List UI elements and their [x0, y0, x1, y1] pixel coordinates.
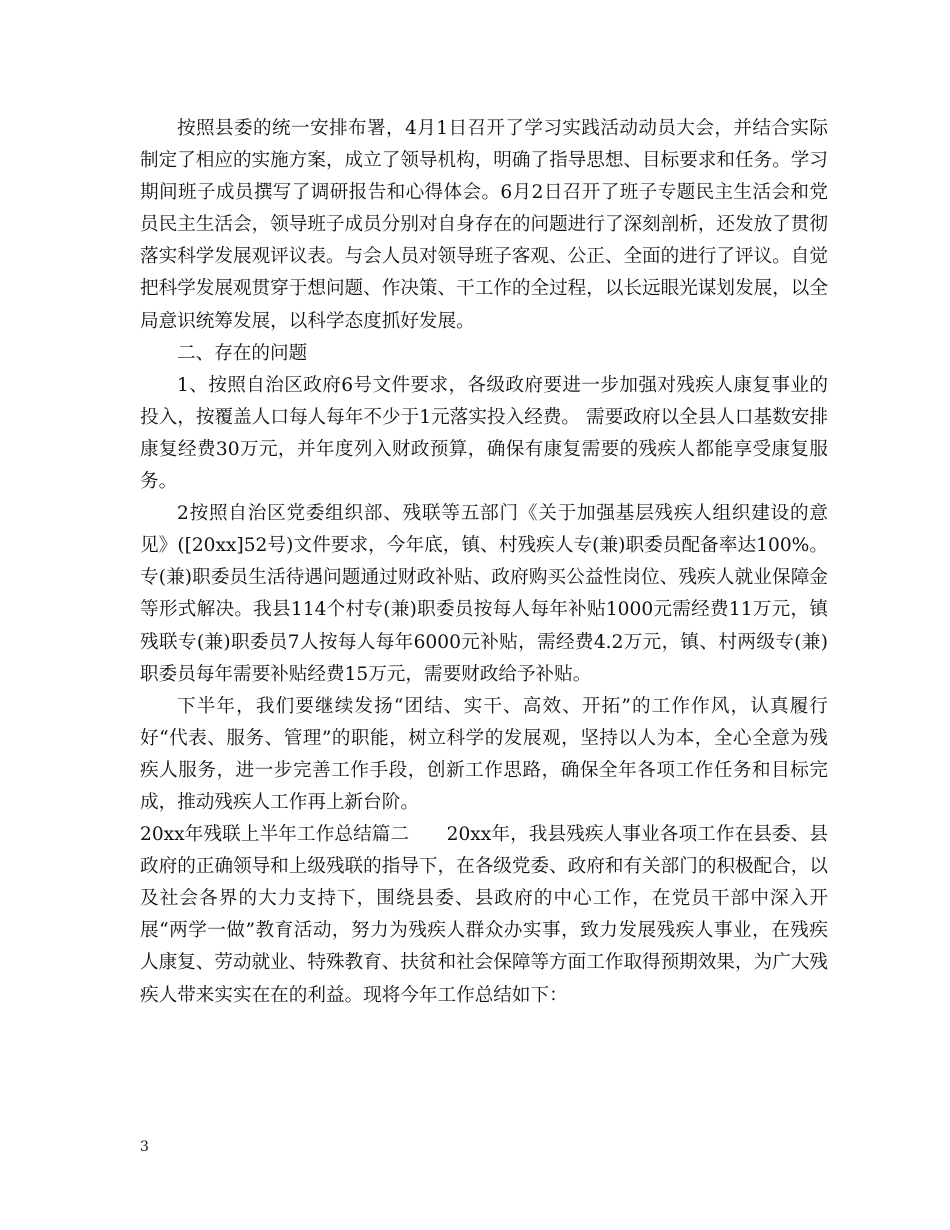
- page-number: 3: [140, 1139, 149, 1155]
- paragraph-second-half-plan: 下半年，我们要继续发扬“团结、实干、高效、开拓”的工作作风，认真履行好“代表、服务、管理”的职能，树立科学的发展观，坚持以人为本，全心全意为残疾人服务，进一步完善工作手段，创新工作思路，确保全年各项工作任务和目标完成，推动残疾人工作再上新台阶。: [140, 695, 828, 813]
- section-heading-problems: 二、存在的问题: [177, 342, 308, 364]
- paragraph-problem-2: 2按照自治区党委组织部、残联等五部门《关于加强基层残疾人组织建设的意见》([20xx]52号)文件要求，今年底，镇、村残疾人专(兼)职委员配备率达100%。专(兼)职委员生活待遇问题通过财政补贴、政府购买公益性岗位、残疾人就业保障金等形式解决。我县114个村专(兼)职委员按每人每年补贴1000元需经费11万元，镇残联专(兼)职委员7人按每人每年6000元补贴，需经费4.2万元，镇、村两级专(兼)职委员每年需要补贴经费15万元，需要财政给予补贴。: [140, 503, 828, 685]
- paragraph-article-two: 20xx年残联上半年工作总结篇二 20xx年，我县残疾人事业各项工作在县委、县政府的正确领导和上级残联的指导下，在各级党委、政府和有关部门的积极配合，以及社会各界的大力支持下，围绕县委、县政府的中心工作，在党员干部中深入开展“两学一做”教育活动，努力为残疾人群众办实事，致力发展残疾人事业，在残疾人康复、劳动就业、特殊教育、扶贫和社会保障等方面工作取得预期效果，为广大残疾人带来实实在在的利益。现将今年工作总结如下：: [140, 824, 828, 1006]
- paragraph-problem-1: 1、按照自治区政府6号文件要求，各级政府要进一步加强对残疾人康复事业的投入，按覆盖人口每人每年不少于1元落实投入经费。 需要政府以全县人口基数安排康复经费30万元，并年度列入财政预算，确保有康复需要的残疾人都能享受康复服务。: [140, 374, 828, 493]
- document-body: [140, 113, 828, 1012]
- paragraph-study-practice: 按照县委的统一安排布署，4月1日召开了学习实践活动动员大会，并结合实际制定了相应的实施方案，成立了领导机构，明确了指导思想、目标要求和任务。学习期间班子成员撰写了调研报告和心得体会。6月2日召开了班子专题民主生活会和党员民主生活会，领导班子成员分别对自身存在的问题进行了深刻剖析，还发放了贯彻落实科学发展观评议表。与会人员对领导班子客观、公正、全面的进行了评议。自觉把科学发展观贯穿于想问题、作决策、干工作的全过程，以长远眼光谋划发展，以全局意识统筹发展，以科学态度抓好发展。: [140, 118, 828, 332]
